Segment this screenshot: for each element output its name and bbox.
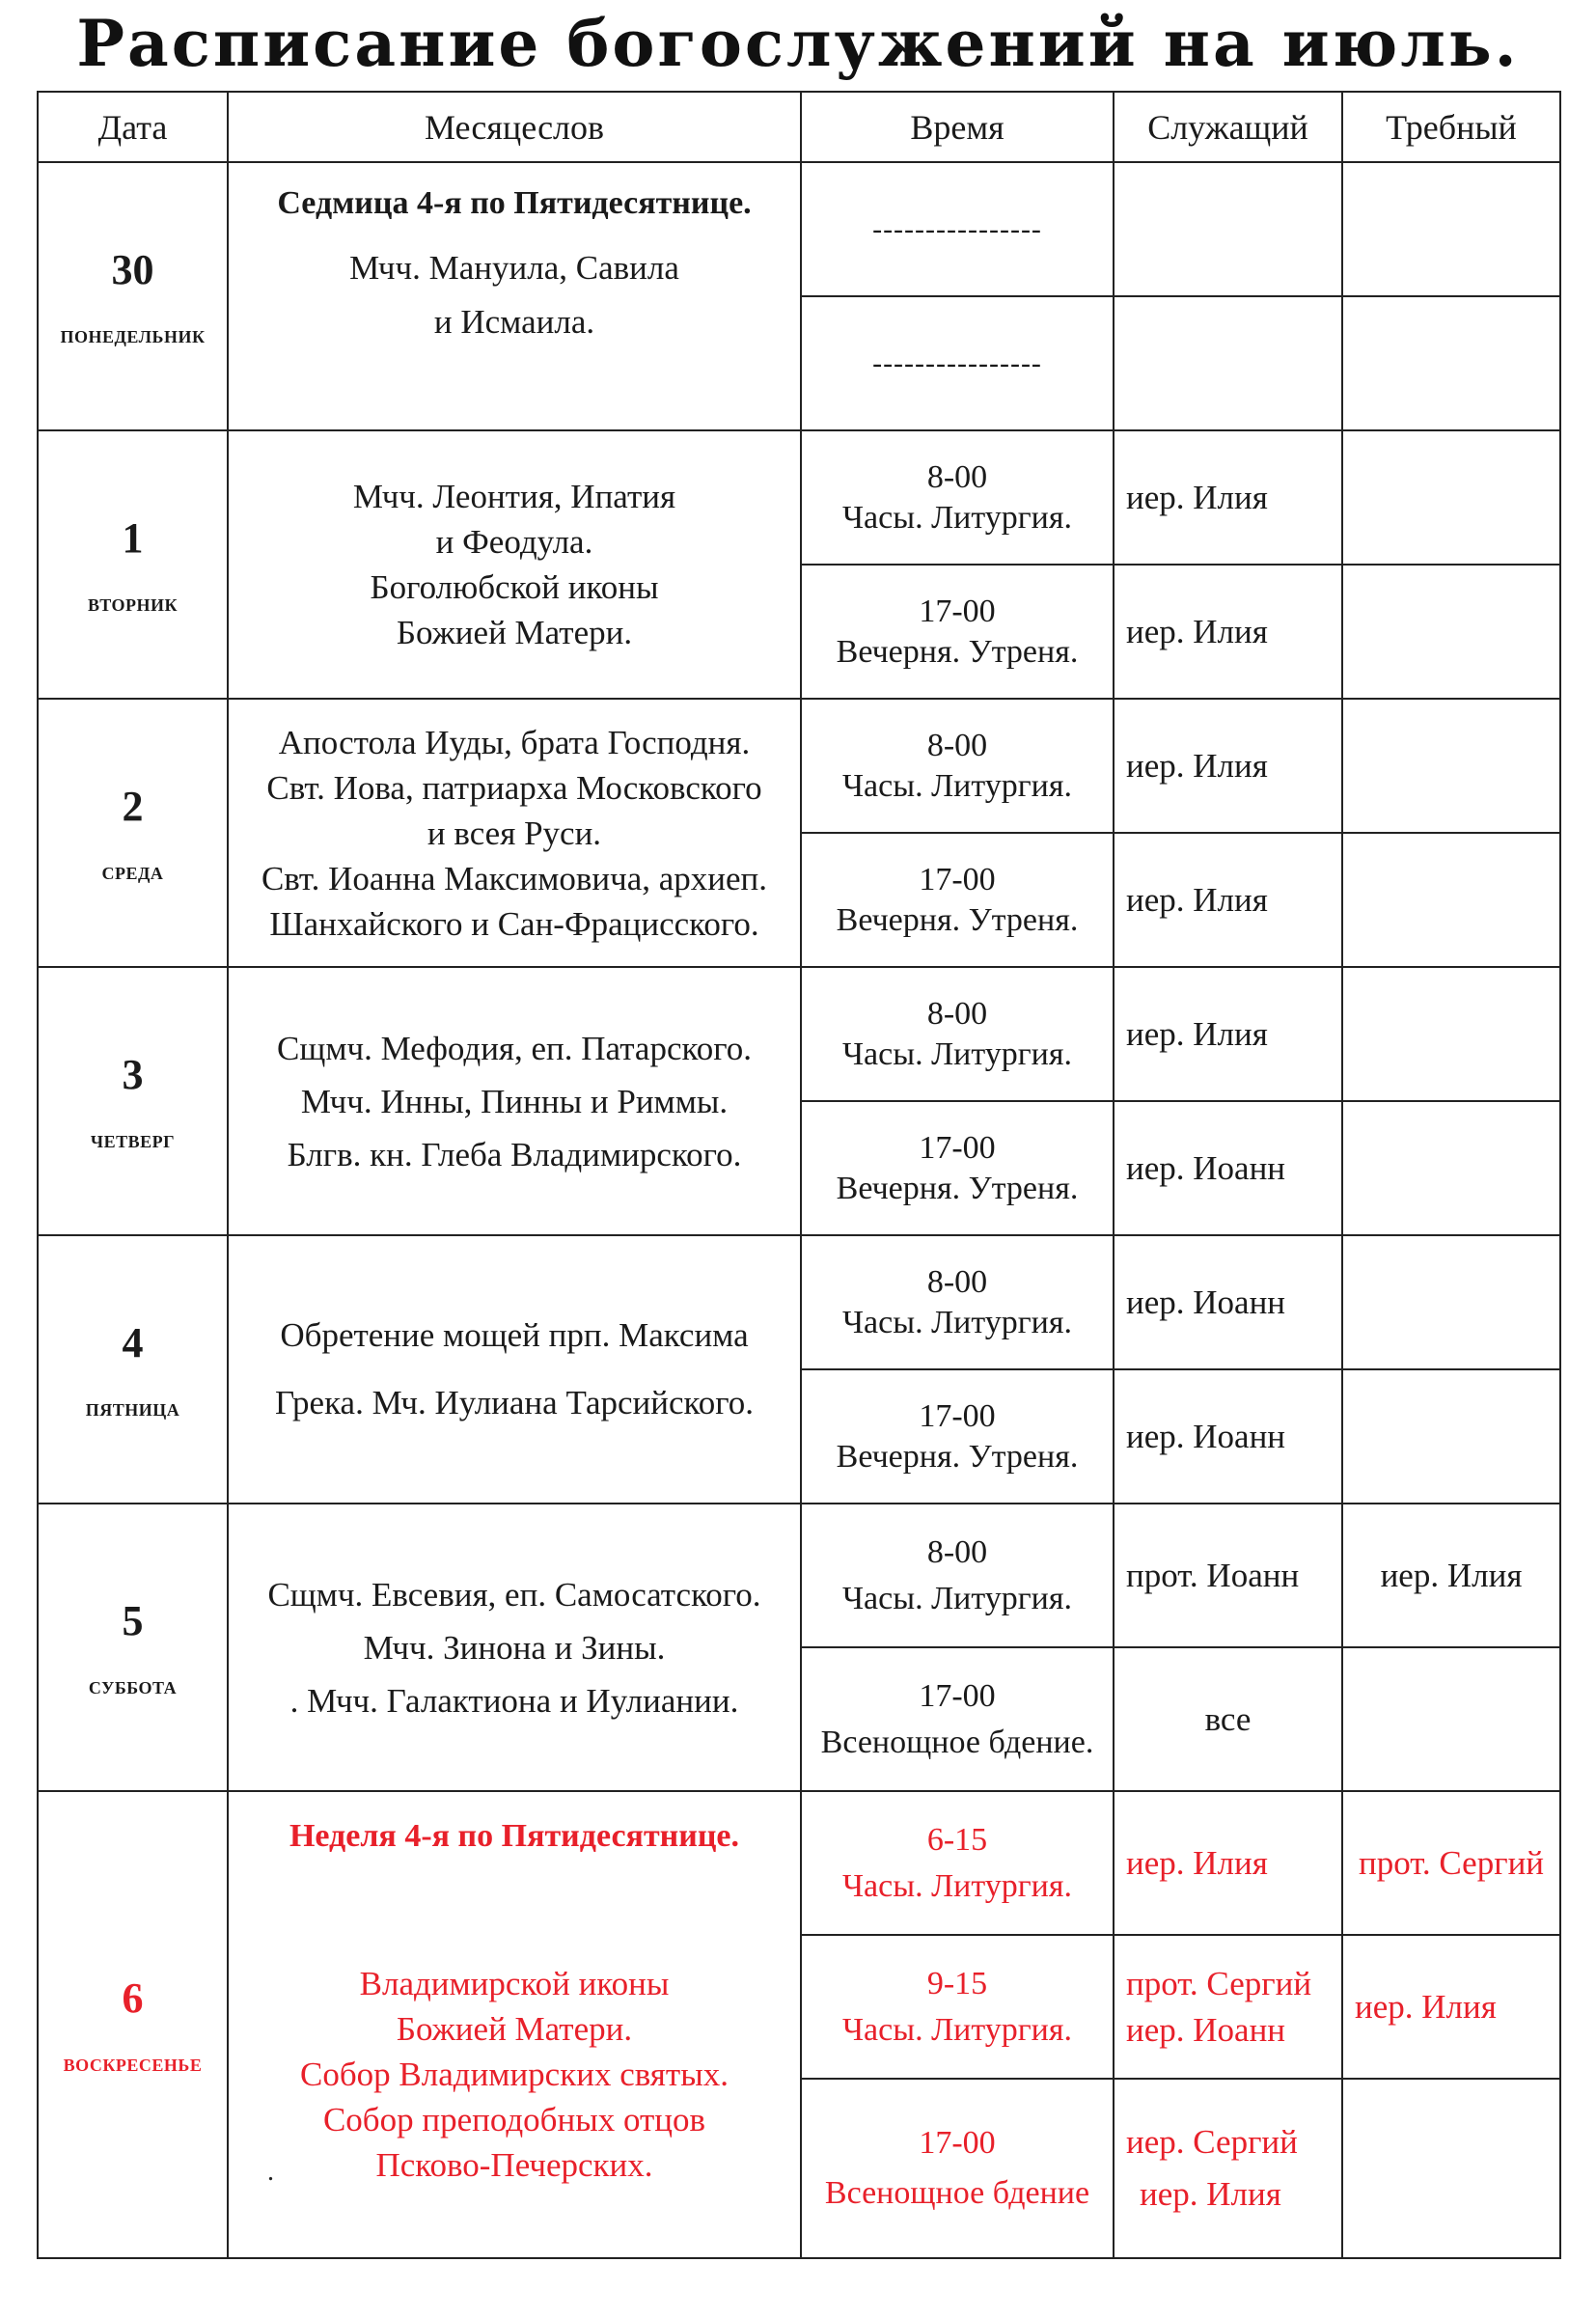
- stray-dot: .: [267, 2157, 274, 2187]
- saint-line: и всея Руси.: [427, 814, 602, 852]
- day-number: 30: [111, 246, 154, 293]
- day-number: 5: [122, 1597, 144, 1644]
- officiant-name: иер. Илия: [1140, 2175, 1281, 2213]
- officiant-name: иер. Иоанн: [1126, 1148, 1286, 1187]
- officiant-name: иер. Илия: [1126, 1843, 1268, 1882]
- officiant-cell: [1114, 162, 1342, 296]
- officiant-cell: [1114, 1504, 1342, 1647]
- table-row: [38, 699, 1560, 833]
- service-time: 8-00: [926, 458, 988, 495]
- service-time: 8-00: [926, 995, 988, 1032]
- saint-line: Божией Матери.: [396, 614, 633, 651]
- officiant-cell: [1114, 2079, 1342, 2258]
- saints-cell: [228, 1235, 801, 1504]
- table-row: [38, 967, 1560, 1101]
- time-cell: [801, 1504, 1114, 1647]
- saint-line: Мчч. Мануила, Савила: [349, 249, 679, 287]
- officiant-cell: [1114, 699, 1342, 833]
- saints-cell: [228, 1791, 801, 2258]
- saints-cell: [228, 162, 801, 430]
- day-number: 2: [122, 783, 144, 830]
- treb-cell: [1342, 1935, 1560, 2079]
- time-cell: [801, 1101, 1114, 1235]
- officiant-cell: [1114, 1647, 1342, 1791]
- weekday: СРЕДА: [101, 864, 164, 883]
- service-title: Часы. Литургия.: [841, 1867, 1073, 1904]
- treb-cell: [1342, 699, 1560, 833]
- treb-cell: [1342, 1101, 1560, 1235]
- saint-line: Свт. Иоанна Максимовича, архиеп.: [261, 859, 768, 897]
- time-cell: [801, 1935, 1114, 2079]
- officiant-name: иер. Илия: [1126, 612, 1268, 650]
- service-title: Часы. Литургия.: [841, 1580, 1073, 1616]
- service-title: Часы. Литургия.: [841, 1304, 1073, 1340]
- day-number: 6: [122, 1974, 144, 2022]
- saint-line: Мчч. Леонтия, Ипатия: [352, 478, 676, 515]
- officiant-cell: [1114, 1369, 1342, 1504]
- day-number: 4: [122, 1319, 144, 1366]
- officiant-cell: [1114, 430, 1342, 565]
- header-officiant: Служащий: [1114, 92, 1342, 162]
- officiant-name: иер. Иоанн: [1126, 1283, 1286, 1321]
- saint-line: Владимирской иконы: [359, 1965, 670, 2002]
- service-time: 9-15: [926, 1965, 988, 2001]
- saint-line: Божией Матери.: [396, 2010, 633, 2048]
- service-time: 17-00: [919, 1397, 996, 1434]
- saint-line: Сщмч. Евсевия, еп. Самосатского.: [267, 1575, 761, 1614]
- service-time: 17-00: [919, 593, 996, 629]
- treb-name: иер. Илия: [1355, 1987, 1497, 2026]
- date-cell: [38, 430, 228, 699]
- saint-line: Собор Владимирских святых.: [300, 2056, 729, 2093]
- treb-cell: [1342, 162, 1560, 296]
- treb-cell: [1342, 1647, 1560, 1791]
- time-cell: [801, 430, 1114, 565]
- week-title: Седмица 4-я по Пятидесятнице.: [277, 185, 752, 221]
- officiant-cell: [1114, 967, 1342, 1101]
- date-cell: [38, 967, 228, 1235]
- treb-cell: [1342, 565, 1560, 699]
- service-time: 8-00: [926, 1533, 988, 1570]
- weekday: ЧЕТВЕРГ: [90, 1132, 176, 1151]
- treb-cell: [1342, 1235, 1560, 1369]
- saint-line: Шанхайского и Сан-Фрацисского.: [269, 904, 759, 943]
- time-cell: [801, 967, 1114, 1101]
- date-cell: [38, 699, 228, 967]
- table-row: [38, 162, 1560, 296]
- time-cell: [801, 1647, 1114, 1791]
- header-menologion: Месяцеслов: [228, 92, 801, 162]
- saint-line: Блгв. кн. Глеба Владимирского.: [287, 1135, 742, 1173]
- time-cell: [801, 833, 1114, 967]
- schedule-table: [37, 91, 1561, 2259]
- day-number: 3: [122, 1051, 144, 1098]
- date-cell: [38, 162, 228, 430]
- officiant-cell: [1114, 833, 1342, 967]
- weekday: СУББОТА: [88, 1678, 178, 1697]
- saints-cell: [228, 967, 801, 1235]
- weekday: ПЯТНИЦА: [85, 1400, 180, 1420]
- saints-cell: [228, 1504, 801, 1791]
- officiant-cell: [1114, 1935, 1342, 2079]
- treb-cell: [1342, 296, 1560, 430]
- service-time: 17-00: [919, 1129, 996, 1166]
- weekday: ВТОРНИК: [87, 595, 179, 615]
- service-title: Всенощное бдение: [824, 2175, 1090, 2211]
- service-time: 17-00: [919, 2125, 996, 2161]
- table-row: [38, 1235, 1560, 1369]
- officiant-name: все: [1204, 1699, 1252, 1738]
- service-title: Всенощное бдение.: [820, 1724, 1094, 1760]
- header-treb: Требный: [1342, 92, 1560, 162]
- saints-cell: [228, 699, 801, 967]
- service-time: 17-00: [919, 861, 996, 897]
- header-row: [38, 92, 1560, 162]
- service-title: Часы. Литургия.: [841, 499, 1073, 536]
- officiant-name: иер. Илия: [1126, 1014, 1268, 1053]
- officiant-cell: [1114, 1791, 1342, 1935]
- saint-line: Обретение мощей прп. Максима: [280, 1316, 749, 1354]
- saint-line: . Мчч. Галактиона и Иулиании.: [289, 1681, 739, 1720]
- table-row: [38, 1504, 1560, 1647]
- officiant-name: иер. Илия: [1126, 478, 1268, 516]
- service-title: Вечерня. Утреня.: [836, 1170, 1079, 1206]
- service-time: 8-00: [926, 1263, 988, 1300]
- table-row: [38, 1791, 1560, 1935]
- weekday: ПОНЕДЕЛЬНИК: [60, 327, 206, 346]
- saint-line: Апостола Иуды, брата Господня.: [278, 723, 751, 761]
- treb-cell: [1342, 430, 1560, 565]
- service-title: Вечерня. Утреня.: [836, 1438, 1079, 1475]
- service-time: 6-15: [926, 1821, 988, 1858]
- officiant-cell: [1114, 1101, 1342, 1235]
- table-row: [38, 430, 1560, 565]
- treb-cell: [1342, 1369, 1560, 1504]
- saint-line: Собор преподобных отцов: [322, 2101, 706, 2139]
- saint-line: и Феодула.: [435, 523, 593, 561]
- date-cell: [38, 1504, 228, 1791]
- service-time: 8-00: [926, 727, 988, 763]
- officiant-cell: [1114, 1235, 1342, 1369]
- saint-line: и Исмаила.: [433, 303, 595, 341]
- service-title: Часы. Литургия.: [841, 767, 1073, 804]
- time-cell: [801, 699, 1114, 833]
- date-cell: [38, 1235, 228, 1504]
- saint-line: Сщмч. Мефодия, еп. Патарского.: [277, 1029, 752, 1067]
- weekday: ВОСКРЕСЕНЬЕ: [63, 2056, 203, 2075]
- saint-line: Боголюбской иконы: [370, 568, 659, 606]
- time-cell: [801, 1235, 1114, 1369]
- date-cell: [38, 1791, 228, 2258]
- time-cell: [801, 1791, 1114, 1935]
- officiant-name: иер. Илия: [1126, 880, 1268, 919]
- treb-cell: прот. Сергий: [1342, 1791, 1560, 1935]
- day-number: 1: [122, 514, 144, 562]
- officiant-name: иер. Илия: [1126, 746, 1268, 785]
- service-title: Часы. Литургия.: [841, 2011, 1073, 2048]
- page-title: Расписание богослужений на июль.: [76, 6, 1520, 81]
- header-time: Время: [801, 92, 1114, 162]
- service-title: Вечерня. Утреня.: [836, 901, 1079, 938]
- header-date: Дата: [38, 92, 228, 162]
- saints-cell: [228, 430, 801, 699]
- service-title: Вечерня. Утреня.: [836, 633, 1079, 670]
- treb-cell: [1342, 967, 1560, 1101]
- officiant-cell: [1114, 565, 1342, 699]
- time-cell: ----------------: [801, 162, 1114, 296]
- service-title: Часы. Литургия.: [841, 1035, 1073, 1072]
- time-cell: [801, 565, 1114, 699]
- officiant-name: прот. Иоанн: [1126, 1556, 1300, 1594]
- saint-line: Свт. Иова, патриарха Московского: [266, 768, 762, 807]
- saint-line: Грека. Мч. Иулиана Тарсийского.: [275, 1384, 754, 1421]
- treb-cell: [1342, 833, 1560, 967]
- saint-line: Мчч. Зинона и Зины.: [363, 1628, 666, 1667]
- treb-cell: [1342, 2079, 1560, 2258]
- officiant-cell: [1114, 296, 1342, 430]
- week-title: Неделя 4-я по Пятидесятнице.: [289, 1818, 740, 1854]
- time-cell: [801, 1369, 1114, 1504]
- officiant-name: иер. Сергий: [1126, 2123, 1298, 2161]
- time-cell: [801, 2079, 1114, 2258]
- time-cell: ----------------: [801, 296, 1114, 430]
- treb-cell: иер. Илия: [1342, 1504, 1560, 1647]
- service-time: 17-00: [919, 1677, 996, 1714]
- saint-line: Псково-Печерских.: [375, 2146, 653, 2184]
- officiant-name: прот. Сергий: [1126, 1964, 1312, 2002]
- officiant-name: иер. Иоанн: [1126, 2010, 1286, 2049]
- officiant-name: иер. Иоанн: [1126, 1417, 1286, 1455]
- saint-line: Мчч. Инны, Пинны и Риммы.: [300, 1082, 729, 1120]
